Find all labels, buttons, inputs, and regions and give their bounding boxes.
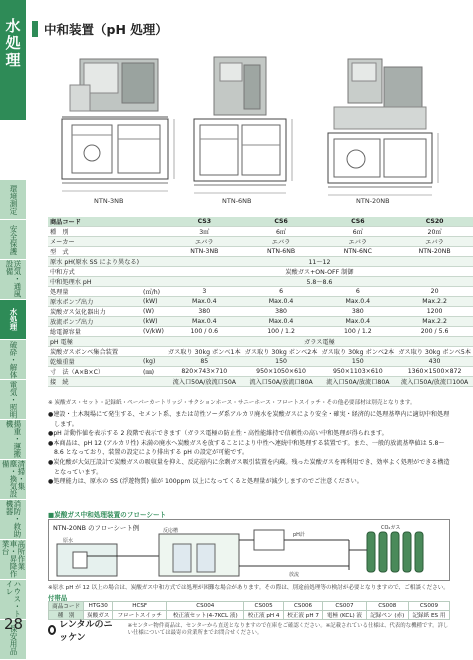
spec-value: CS3: [166, 217, 243, 227]
accessory-cell: CS004: [167, 602, 244, 611]
spec-label: 乾燥重量: [48, 357, 141, 367]
accessory-cell: 校正液セット(4-7KCL 液): [167, 611, 244, 620]
accessory-cell: HTG30: [84, 602, 113, 611]
spec-value: 6: [243, 287, 320, 297]
spec-value: 流入口50A/放流口80A: [319, 377, 396, 387]
spec-label: (kW): [141, 297, 166, 307]
page-title: 中和装置（pH 処理）: [44, 22, 168, 37]
spec-value: ガス取り 30kg ボンベ1本: [166, 347, 243, 357]
feature-bullets: [48, 410, 450, 487]
spec-label: 型 式: [48, 247, 141, 257]
spec-row: [48, 267, 473, 277]
gas-cylinder: [403, 532, 411, 572]
spec-value: 流入口50A/放流口50A: [166, 377, 243, 387]
tag-discharge: 放流: [289, 572, 300, 578]
spec-label: 中和方式: [48, 267, 141, 277]
spec-value: 150: [319, 357, 396, 367]
category-item[interactable]: 高所作業車・昇降作業台: [0, 540, 26, 580]
spec-row: [48, 327, 473, 337]
footer-note: ※センター物件商品は、センターから直送となりますので在庫をご確認ください。※記載されている仕様は、代表的な機種です。詳しい仕様については最寄の営業所までお問合せください。: [127, 623, 449, 636]
spec-value: エバラ: [166, 237, 243, 247]
spec-label: 炭酸ガスボンベ集合装置: [48, 347, 141, 357]
spec-value: 3: [166, 287, 243, 297]
spec-value: 1360×1500×872: [396, 367, 473, 377]
spec-row: [48, 287, 473, 297]
spec-row: [48, 357, 473, 367]
spec-value: 85: [166, 357, 243, 367]
spec-row: [48, 367, 473, 377]
footer: [48, 620, 450, 643]
spec-value: 100 / 1.2: [243, 327, 320, 337]
spec-value: Max.2.2: [396, 297, 473, 307]
spec-value: ガラス電極: [166, 337, 473, 347]
logo-text: レンタルのニッケン: [59, 620, 113, 643]
spec-value: Max.0.4: [319, 297, 396, 307]
spec-value: 6㎥: [243, 227, 320, 237]
spec-value: 380: [243, 307, 320, 317]
spec-label: [141, 347, 166, 357]
company-logo: [48, 617, 114, 643]
accessory-cell: CS007: [323, 602, 366, 611]
spec-label: 寸 法（A×B×C）: [48, 367, 141, 377]
control-panel: [254, 530, 284, 550]
spec-row: [48, 217, 473, 227]
flow-section-title: [48, 509, 450, 519]
category-item[interactable]: ハウス・トイレ: [0, 580, 26, 620]
category-item[interactable]: 保安用品: [0, 620, 26, 660]
spec-value: NTN-6NC: [319, 247, 396, 257]
accessory-cell: CS006: [283, 602, 322, 611]
spec-value: Max.0.4: [166, 297, 243, 307]
accessory-label: 種 別: [49, 611, 84, 620]
spec-row: [48, 347, 473, 357]
spec-value: 200 / 5.6: [396, 327, 473, 337]
spec-value: Max.0.4: [166, 317, 243, 327]
tag-ph-meter: pH計: [293, 532, 305, 538]
photo-caption-1: NTN-3NB: [94, 197, 124, 205]
unit-ntn-20nb-photo: [328, 59, 432, 187]
feature-bullet: ●処理能力は、原水の SS (浮遊物質) 値が 100ppm 以上になってくると処理量が減少しますのでご注意ください。: [48, 478, 363, 486]
spec-table: [48, 217, 473, 387]
spec-value: Max.0.4: [319, 317, 396, 327]
unit-ntn-3nb-photo: [62, 59, 168, 183]
spec-row: [48, 237, 473, 247]
spec-label: 処理量: [48, 287, 141, 297]
tank-chamber-2: [197, 544, 215, 572]
spec-label: [141, 237, 166, 247]
spec-value: 炭酸ガス+ON-OFF 制御: [166, 267, 473, 277]
spec-label: 種 別: [48, 227, 141, 237]
category-item[interactable]: 水処理: [0, 300, 26, 340]
category-item[interactable]: 消防・救助機器: [0, 500, 26, 540]
flow-title-text: ■炭酸ガス中和処理装置のフローシート: [48, 511, 167, 519]
spec-label: [141, 337, 166, 347]
spec-label: pH 電極: [48, 337, 141, 347]
spec-value: エバラ: [319, 237, 396, 247]
accessory-cell: CS005: [244, 602, 283, 611]
spec-label: (㎜): [141, 367, 166, 377]
spec-label: (V/kW): [143, 328, 164, 335]
category-item[interactable]: 安全保護: [0, 220, 26, 260]
spec-label: 原水 pH(原水 SS により異なる): [48, 257, 141, 267]
page-header: [32, 18, 450, 40]
page-number: 28: [4, 615, 24, 633]
spec-label: [141, 277, 166, 287]
spec-label: [141, 247, 166, 257]
gas-cylinder: [367, 532, 375, 572]
feature-bullet: ●pH 計動作値を表示する 2 段階で表示できます（ガラス電極の防止性・高性能維持で信頼性の高い中和処理が得られます。: [48, 430, 388, 438]
flow-diagram: [49, 520, 449, 580]
accessory-cell: CS009: [408, 602, 449, 611]
spec-value: 6: [319, 287, 396, 297]
feature-bullet: ●炭化酸が大気圧設計で炭酸ガスの吸収量を抑え、反応層内に余剰ガス吸引装置を内蔵。残った炭酸ガスを再利用でき、効率よく処理ができる構造となっています。: [48, 458, 450, 476]
product-photos: [48, 55, 450, 205]
spec-row: [48, 227, 473, 237]
spec-value: CS20: [396, 217, 473, 227]
category-sidebar: [0, 0, 26, 655]
spec-value: 流入口50A/放流口100A: [396, 377, 473, 387]
spec-value: NTN-20NB: [396, 247, 473, 257]
accessory-cell: フロートスイッチ: [113, 611, 167, 620]
spec-row: [48, 307, 473, 317]
spec-label: (㎥/h): [141, 287, 166, 297]
tank-chamber-1: [173, 544, 191, 572]
accessory-cell: 電極 (KCL) 液: [323, 611, 366, 620]
spec-label: [141, 217, 166, 227]
spec-value: NTN-3NB: [166, 247, 243, 257]
gas-cylinder: [379, 532, 387, 572]
accessories-title: 付帯品: [48, 594, 68, 602]
spec-value: 6㎥: [319, 227, 396, 237]
spec-label: [141, 227, 166, 237]
spec-value: エバラ: [396, 237, 473, 247]
spec-row: [48, 317, 473, 327]
category-item[interactable]: 揚重・運搬機: [0, 420, 26, 460]
spec-note: ※ 炭酸ガス・セット・記録紙・ペーパーカートリッジ・サクションホース・サニーホース・フロートスイッチ・その他必要部材は別売となります。: [48, 400, 416, 406]
tag-raw-water: 原水: [63, 538, 74, 544]
accessory-cell: HCSF: [113, 602, 167, 611]
spec-label: 総電源容量: [48, 327, 141, 337]
spec-value: 1200: [396, 307, 473, 317]
spec-value: Max.0.4: [243, 297, 320, 307]
spec-label: 炭酸ガス気化器出力: [48, 307, 141, 317]
feature-bullet: ●本商品は、pH 12 (アルカリ性) 未満の廃水へ炭酸ガスを放することにより中性へ連続中和処理する装置です。また、一般的放流基準値は 5.8〜8.6 となっており、装置の設定により排出する pH の設定が可能です。: [48, 439, 445, 457]
spec-label: 中和処理水 pH: [48, 277, 141, 287]
tag-reaction-tank: 反応槽: [163, 528, 179, 534]
spec-value: 820×743×710: [166, 367, 243, 377]
category-item[interactable]: 電気・照明: [0, 380, 26, 420]
spec-row: [48, 377, 473, 387]
category-item[interactable]: 破砕・解体: [0, 340, 26, 380]
spec-value: ガス取り 30kg ボンベ5本: [396, 347, 473, 357]
spec-label: (kg): [141, 357, 166, 367]
spec-label: [141, 257, 166, 267]
spec-row: [48, 277, 473, 287]
accessory-row: [49, 602, 450, 611]
header-marker: [32, 21, 38, 37]
spec-value: 430: [396, 357, 473, 367]
spec-value: ガス取り 30kg ボンベ2本: [319, 347, 396, 357]
spec-label: [141, 267, 166, 277]
accessory-cell: 校正液 pH 7: [283, 611, 322, 620]
accessory-cell: 記録紙 ES 用: [408, 611, 449, 620]
category-title: 水処理: [0, 0, 26, 120]
spec-value: 11〜12: [166, 257, 473, 267]
spec-label: メーカー: [48, 237, 141, 247]
spec-value: CS6: [319, 217, 396, 227]
accessory-label: 商品コード: [49, 602, 84, 611]
photo-caption-3: NTN-20NB: [356, 197, 390, 205]
spec-label: 原水ポンプ出力: [48, 297, 141, 307]
photo-caption-2: NTN-6NB: [222, 197, 252, 205]
spec-value: 20㎥: [396, 227, 473, 237]
spec-label: (kW): [141, 317, 166, 327]
gas-cylinder: [415, 532, 423, 572]
accessory-cell: 校正液 pH 4: [244, 611, 283, 620]
spec-row: [48, 257, 473, 267]
accessory-cell: CS008: [366, 602, 408, 611]
spec-label: [141, 377, 166, 387]
spec-row: [48, 247, 473, 257]
unit-ntn-6nb-photo: [194, 57, 286, 185]
spec-value: 100 / 0.6: [166, 327, 243, 337]
spec-value: 5.8〜8.6: [166, 277, 473, 287]
spec-value: 100 / 1.2: [319, 327, 396, 337]
gas-cylinder: [391, 532, 399, 572]
category-item[interactable]: 清掃・集塵・換気設備: [0, 460, 26, 500]
logo-ring-icon: [48, 625, 56, 635]
spec-value: 流入口50A/放流口80A: [243, 377, 320, 387]
spec-value: 950×1050×610: [243, 367, 320, 377]
spec-label: 放流ポンプ出力: [48, 317, 141, 327]
spec-label: (W): [141, 307, 166, 317]
spec-value: 150: [243, 357, 320, 367]
category-item[interactable]: 環境測定: [0, 180, 26, 220]
spec-value: NTN-6NB: [243, 247, 320, 257]
spec-value: 380: [319, 307, 396, 317]
product-illustration: [48, 55, 450, 205]
spec-row: [48, 337, 473, 347]
spec-label: 接 続: [48, 377, 141, 387]
spec-value: 20: [396, 287, 473, 297]
category-item[interactable]: 送気・通風設備: [0, 260, 26, 300]
feature-bullet: ●建設・土木現場にて発生する、セメント系、または苛性ソーダ系アルカリ廃水を炭酸ガスにより安全・確実・経済的に処理基準内に適切中和処理します。: [48, 411, 450, 428]
accessory-cell: 記録ペン (赤): [366, 611, 408, 620]
pump-box: [73, 552, 87, 568]
category-list: [0, 180, 26, 660]
spec-value: エバラ: [243, 237, 320, 247]
spec-value: ガス取り 30kg ボンベ2本: [243, 347, 320, 357]
accessory-cell: 炭酸ガス: [84, 611, 113, 620]
tag-co2: CO₂ガス: [381, 525, 401, 531]
spec-value: CS6: [243, 217, 320, 227]
spec-row: [48, 297, 473, 307]
spec-value: Max.2.2: [396, 317, 473, 327]
flow-sheet: [48, 519, 450, 581]
spec-label: 商品コード: [48, 217, 141, 227]
flow-note: ※原水 pH が 12 以上の場合は、炭酸ガス中和方式では処理が困難な場合があります。その際は、別途前処理等の検討が必要となりますので、ご相談ください。: [48, 585, 449, 591]
spec-value: 380: [166, 307, 243, 317]
flow-sheet-label: NTN-20NB のフローシート例: [53, 524, 140, 532]
spec-value: Max.0.4: [243, 317, 320, 327]
spec-value: 950×1103×610: [319, 367, 396, 377]
spec-value: 3㎥: [166, 227, 243, 237]
